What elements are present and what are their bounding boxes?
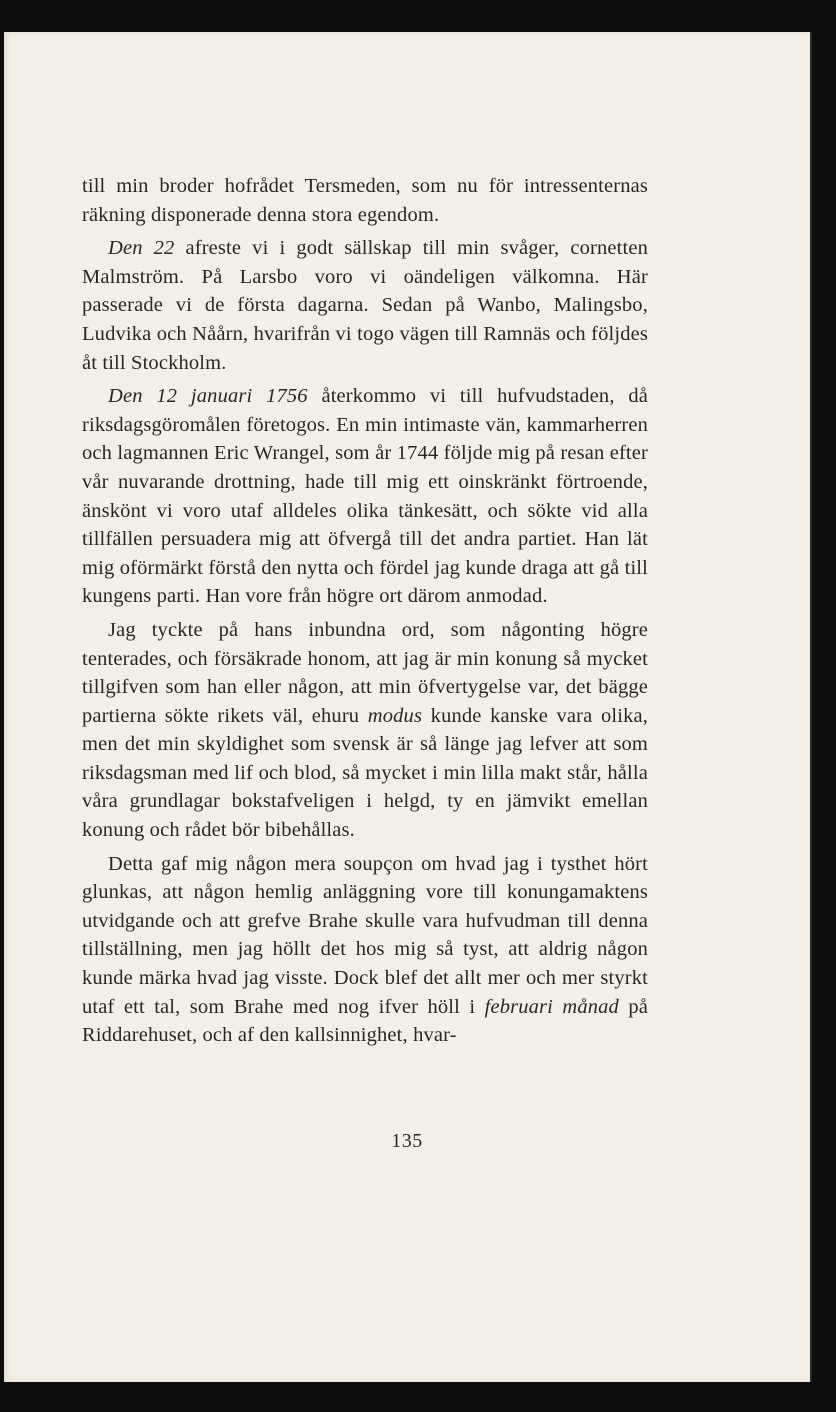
text-run: återkommo vi till hufvudstaden, då riksdagsgöromålen företogos. En min intimaste vän, kammarherren och lagmannen Eric Wrangel, som år 1744 följde mig på resan efter vår nuvarande drottning, hade till mig ett oinskränkt förtroende, änskönt vi voro utaf alldeles olika tänkesätt, och sökte vid alla tillfällen persuadera mig att öfvergå till det andra partiet. Han lät mig oförmärkt förstå den nytta och fördel jag kunde draga att gå till kungens parti. Han vore från högre ort därom anmodad. bbox=[82, 385, 649, 608]
text-run: Jag tyckte på hans inbundna ord, som någonting högre tenterades, och försäkrade honom, att jag är min konung så mycket tillgifven som han eller någon, att min öfvertygelse var, det bägge partierna sökte rikets väl, ehuru bbox=[82, 618, 648, 727]
text-run: till min broder hofrådet Tersmeden, som nu för intressenternas räkning disponerade denna stora egendom. bbox=[82, 175, 648, 226]
paragraph-2 bbox=[82, 234, 648, 377]
text-run: afreste vi i godt sällskap till min svåger, cornetten Malmström. På Larsbo voro vi oändeligen välkomna. Här passerade vi de första dagarna. Sedan på Wanbo, Malingsbo, Ludvika och Nåårn, hvarifrån vi togo vägen till Ramnäs och följdes åt till Stockholm. bbox=[82, 237, 648, 374]
book-page bbox=[4, 32, 812, 1382]
page-number: 135 bbox=[391, 1130, 423, 1152]
italic-run: februari månad bbox=[484, 995, 619, 1018]
paragraph-3 bbox=[82, 382, 648, 611]
text-run: Detta gaf mig någon mera soupçon om hvad jag i tysthet hört glunkas, att någon hemlig anläggning vore till konungamaktens utvidgande och att grefve Brahe skulle vara hufvudman till denna tillställning, men jag höllt det hos mig så tyst, att aldrig någon kunde märka hvad jag visste. Dock blef det allt mer och mer styrkt utaf ett tal, som Brahe med nog ifver höll i bbox=[82, 852, 648, 1018]
italic-run: Den 22 bbox=[108, 237, 175, 260]
paragraph-1 bbox=[82, 172, 648, 229]
paragraph-4 bbox=[82, 616, 648, 845]
italic-run: Den 12 januari 1756 bbox=[108, 385, 308, 408]
paragraph-5 bbox=[82, 850, 648, 1050]
body-text bbox=[82, 172, 648, 1050]
text-run: kunde kanske vara olika, men det min skyldighet som svensk är så länge jag lefver att som riksdagsman med lif och blod, så mycket i min lilla makt står, hålla våra grundlagar bokstafveligen i helgd, ty en jämvikt emellan konung och rådet bör bibehållas. bbox=[82, 704, 649, 842]
text-run: på Riddarehuset, och af den kallsinnighet, hvar- bbox=[82, 995, 648, 1047]
italic-run: modus bbox=[367, 704, 423, 727]
